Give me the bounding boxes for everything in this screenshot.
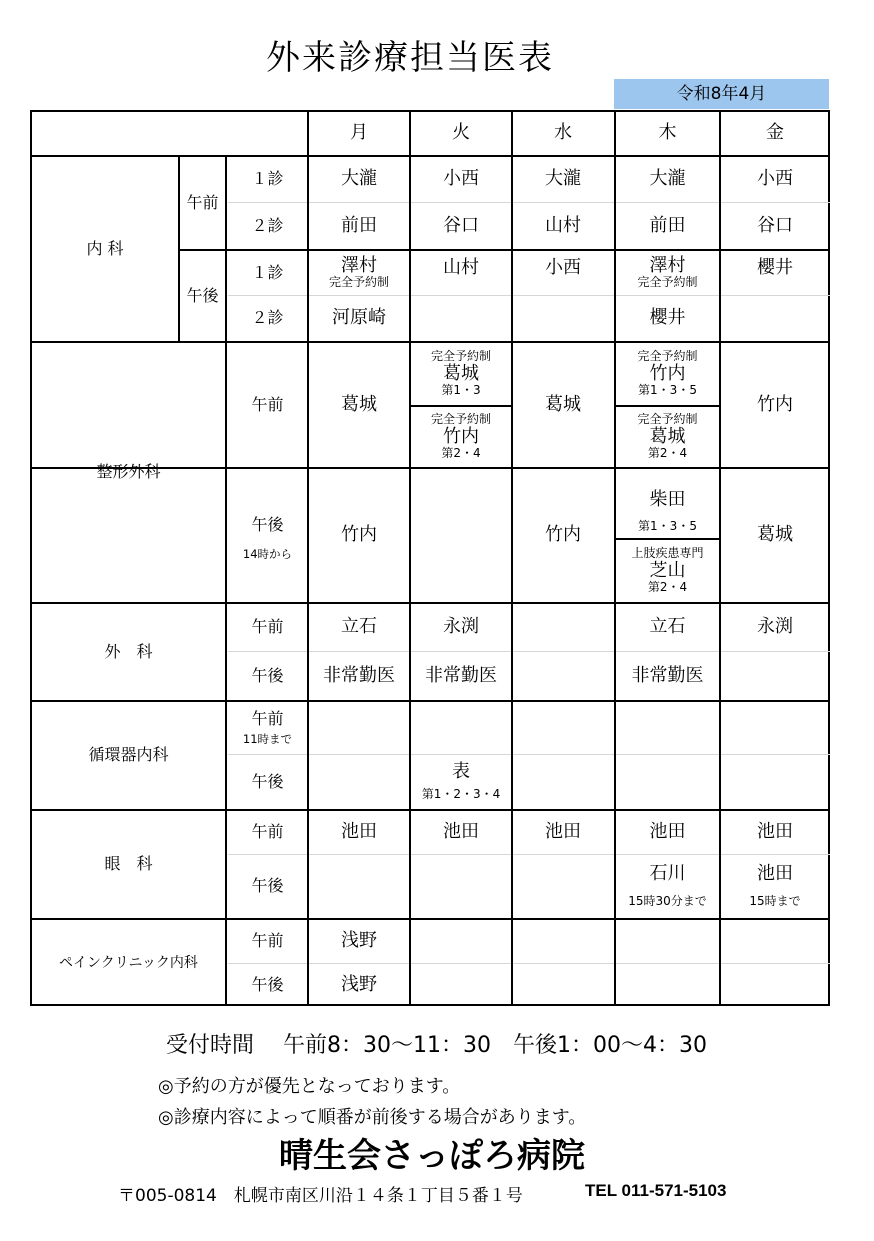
doctor-name: 芝山	[649, 559, 686, 581]
naika-shin2-pm: ２診	[251, 308, 284, 328]
dept-geka: 外 科	[104, 641, 153, 661]
naika-pm-label: 午後	[186, 285, 219, 305]
time-note: 11時まで	[242, 732, 293, 747]
address: 〒005-0814 札幌市南区川沿１４条１丁目５番１号	[118, 1186, 523, 1206]
day-header-wed: 水	[554, 122, 572, 144]
day-header-tue: 火	[452, 122, 470, 144]
doctor-name: 表	[452, 760, 470, 782]
doctor-name: 葛城	[649, 425, 686, 447]
geka-pm-thu: 非常勤医	[631, 664, 704, 686]
dept-junkanki: 循環器内科	[88, 745, 169, 765]
reservation-note: 完全予約制	[637, 275, 698, 290]
seikei-am-wed: 葛城	[545, 393, 581, 415]
naika-shin1-pm: １診	[251, 262, 284, 282]
seikei-pm-label	[228, 469, 307, 602]
seikei-pm-mon: 竹内	[341, 524, 377, 546]
week-note: 第1・3	[441, 383, 481, 398]
doctor-name: 澤村	[649, 254, 686, 276]
junkanki-am-label	[228, 702, 307, 754]
naika-pm1-mon	[308, 251, 410, 295]
reservation-note: 完全予約制	[637, 411, 698, 426]
geka-pm-tue: 非常勤医	[425, 664, 497, 686]
geka-pm-label: 午後	[251, 665, 284, 685]
naika-am-label: 午前	[186, 192, 219, 212]
naika-pm1-thu	[615, 251, 720, 295]
ganka-am-fri: 池田	[757, 821, 793, 843]
seikei-am-tue-bottom	[410, 407, 512, 467]
naika-am2-tue: 谷口	[443, 214, 479, 236]
naika-am2-fri: 谷口	[757, 214, 793, 236]
naika-shin1-am: １診	[251, 169, 284, 189]
ganka-am-thu: 池田	[649, 821, 686, 843]
time-note: 15時30分まで	[628, 893, 707, 908]
day-header-fri: 金	[766, 122, 784, 144]
naika-shin2-am: ２診	[251, 215, 284, 235]
geka-am-mon: 立石	[341, 616, 377, 638]
naika-pm1-tue: 山村	[443, 257, 479, 278]
naika-am1-fri: 小西	[757, 168, 793, 190]
naika-am1-thu: 大瀧	[649, 168, 686, 190]
junkanki-pm-tue	[410, 755, 512, 809]
reception-hours: 受付時間 午前8：30～11：30 午後1：00～4：30	[166, 1033, 707, 1058]
doctor-name: 竹内	[443, 425, 479, 447]
week-note: 第2・4	[647, 580, 688, 595]
ganka-am-label: 午前	[251, 822, 284, 842]
seikei-pm-wed: 竹内	[545, 524, 581, 546]
naika-am2-wed: 山村	[545, 214, 581, 236]
pain-pm-mon: 浅野	[341, 973, 377, 995]
ganka-am-wed: 池田	[545, 821, 581, 843]
week-note: 第1・3・5	[638, 519, 697, 534]
ganka-pm-thu	[615, 855, 720, 918]
page-title: 外来診療担当医表	[266, 38, 554, 78]
naika-pm2-thu: 櫻井	[649, 307, 686, 329]
note-order: ◎診療内容によって順番が前後する場合があります。	[158, 1107, 587, 1128]
week-note: 第2・4	[441, 446, 481, 461]
time-note: 14時から	[242, 547, 293, 562]
doctor-name: 澤村	[341, 254, 377, 276]
seikei-am-label: 午前	[251, 394, 284, 414]
period-label: 午前	[251, 708, 284, 728]
specialty-note: 上肢疾患専門	[631, 545, 704, 560]
naika-am1-tue: 小西	[443, 168, 479, 190]
seikei-am-thu-bottom	[615, 407, 720, 467]
pain-pm-label: 午後	[251, 974, 284, 994]
ganka-pm-label: 午後	[251, 876, 284, 896]
ganka-am-tue: 池田	[443, 821, 479, 843]
ganka-am-mon: 池田	[341, 821, 377, 843]
seikei-pm-thu-bottom	[615, 540, 720, 602]
pain-am-label: 午前	[251, 931, 284, 951]
doctor-name: 竹内	[649, 362, 686, 384]
geka-pm-mon: 非常勤医	[323, 664, 395, 686]
reservation-note: 完全予約制	[328, 275, 389, 290]
naika-pm2-mon: 河原崎	[332, 307, 386, 329]
doctor-name: 池田	[757, 863, 793, 885]
time-note: 15時まで	[749, 893, 801, 908]
seikei-am-mon: 葛城	[341, 393, 377, 415]
seikei-pm-fri: 葛城	[757, 524, 793, 546]
naika-pm1-wed: 小西	[545, 257, 581, 278]
schedule-table	[30, 110, 830, 1006]
dept-pain: ペインクリニック内科	[59, 954, 198, 971]
date-badge: 令和8年4月	[614, 79, 829, 109]
geka-am-thu: 立石	[649, 616, 686, 638]
week-note: 第1・3・5	[638, 383, 697, 398]
doctor-name: 葛城	[443, 362, 479, 384]
day-header-thu: 木	[658, 122, 677, 144]
dept-seikei: 整形外科	[96, 462, 161, 482]
day-header-mon: 月	[350, 122, 368, 144]
seikei-am-fri: 竹内	[757, 393, 793, 415]
dept-naika: 内 科	[86, 238, 124, 258]
naika-am2-thu: 前田	[649, 214, 686, 236]
seikei-am-thu-top	[615, 343, 720, 405]
seikei-am-tue-top	[410, 343, 512, 405]
geka-am-tue: 永渕	[443, 616, 479, 638]
hospital-name: 晴生会さっぽろ病院	[279, 1136, 585, 1176]
period-label: 午後	[251, 514, 284, 534]
reservation-note: 完全予約制	[637, 348, 698, 363]
geka-am-label: 午前	[251, 617, 284, 637]
reservation-note: 完全予約制	[430, 411, 491, 426]
pain-am-mon: 浅野	[341, 930, 377, 952]
seikei-pm-thu-top	[615, 469, 720, 538]
reservation-note: 完全予約制	[430, 348, 491, 363]
week-note: 第1・2・3・4	[421, 787, 501, 802]
doctor-name: 石川	[649, 863, 686, 885]
naika-am1-mon: 大瀧	[341, 168, 377, 190]
ganka-pm-fri	[720, 855, 830, 918]
naika-pm1-fri: 櫻井	[757, 257, 793, 278]
week-note: 第2・4	[647, 446, 688, 461]
telephone: TEL 011-571-5103	[585, 1181, 727, 1200]
naika-am1-wed: 大瀧	[545, 168, 581, 190]
naika-am2-mon: 前田	[341, 214, 377, 236]
doctor-name: 柴田	[649, 488, 686, 510]
geka-am-fri: 永渕	[757, 616, 793, 638]
dept-ganka: 眼 科	[104, 854, 153, 874]
note-priority: ◎予約の方が優先となっております。	[158, 1076, 461, 1097]
junkanki-pm-label: 午後	[251, 771, 284, 791]
